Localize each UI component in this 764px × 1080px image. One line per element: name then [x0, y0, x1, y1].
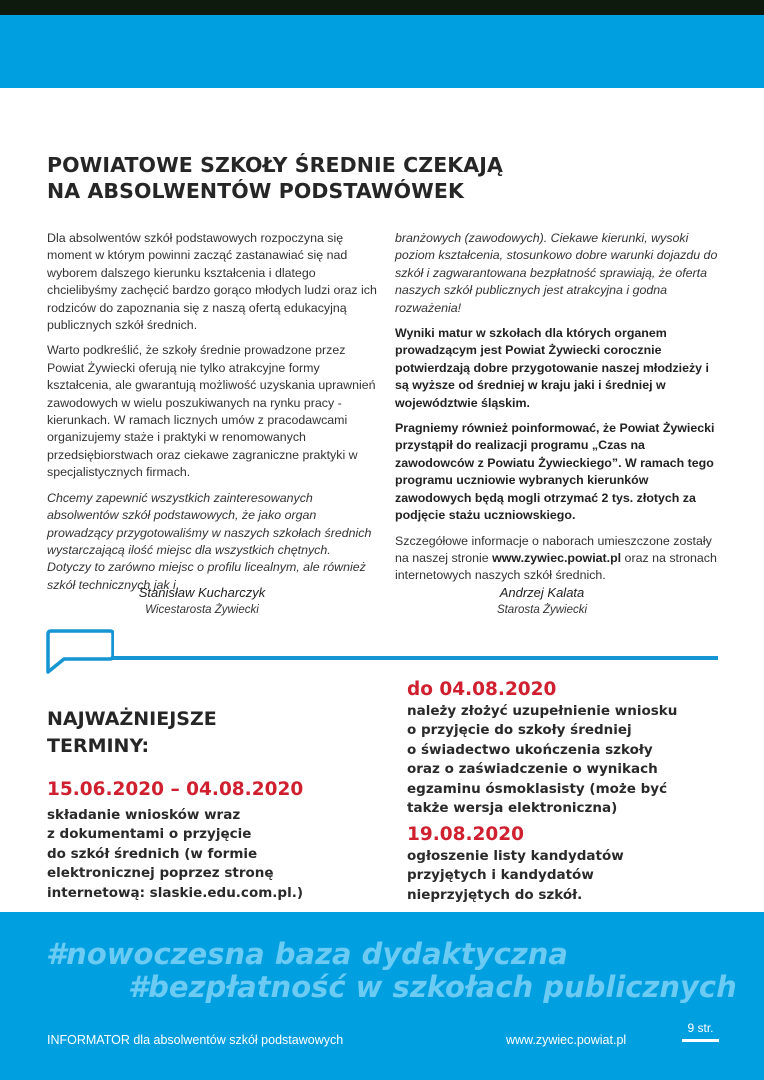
terms-heading: [47, 706, 217, 760]
details-text: Szczegółowe informacje o naborach umieszczone zostały na naszej stronie: [395, 533, 712, 565]
paragraph-italic: branżowych (zawodowych). Ciekawe kierunki, wysoki poziom kształcenia, stosunkowo dobre warunki dojazdu do szkół i zagwarantowana bezpłatność sprawiają, że oferta naszych szkół publicznych jest atrakcyjna i godna rozważenia!: [395, 231, 718, 315]
term-date: do 04.08.2020: [407, 679, 557, 700]
signature-name: Stanisław Kucharczyk: [138, 585, 266, 600]
paragraph-bold: Pragniemy również poinformować, że Powiat Żywiecki przystąpił do realizacji programu „Czas na zawodowców z Powiatu Żywieckiego”. W ramach tego programu uczniowie wybranych kierunków zawodowych będą mogli otrzymać 2 tys. złotych za podjęcie stażu uczniowskiego.: [395, 421, 715, 523]
term-line: o przyjęcie do szkoły średniej: [407, 722, 632, 739]
term-line: należy złożyć uzupełnienie wniosku: [407, 703, 678, 719]
footer-website-link[interactable]: www.zywiec.powiat.pl: [506, 1033, 627, 1047]
page-number: 9 str.: [687, 1021, 714, 1035]
article-right-column: [395, 230, 725, 593]
terms-heading-line-2: TERMINY:: [47, 735, 150, 757]
website-link[interactable]: www.zywiec.powiat.pl: [492, 550, 622, 565]
term-line: internetową: slaskie.edu.com.pl.): [47, 884, 303, 901]
paragraph: Dla absolwentów szkół podstawowych rozpoczyna się moment w którym powinni zacząć zastanawiać się nad wyborem dalszego kierunku kształcenia i dlatego chcielibyśmy zachęcić bardzo gorąco młodych ludzi oraz ich rodziców do zapoznania się z naszą ofertą edukacyjną publicznych szkół średnich.: [47, 231, 377, 333]
signature-vice-starost: [82, 584, 322, 619]
hashtag: #nowoczesna baza dydaktyczna: [46, 937, 568, 971]
term-line: oraz o zaświadczenie o wynikach: [407, 761, 658, 778]
term-description: [47, 806, 377, 903]
term-line: przyjętych i kandydatów: [407, 867, 594, 884]
paragraph-bold: Wyniki matur w szkołach dla których organem prowadzącym jest Powiat Żywiecki corocznie potwierdzają dobre przygotowanie naszej młodzieży i są wyższe od średniej w kraju jaki i średniej w województwie śląskim.: [395, 326, 709, 410]
term-item: [47, 778, 377, 903]
terms-heading-line-1: NAJWAŻNIEJSZE: [47, 708, 217, 730]
signature-name: Andrzej Kalata: [499, 585, 585, 600]
term-line: z dokumentami o przyjęcie: [47, 826, 252, 843]
details-text: oraz na stronach internetowych naszych szkół średnich.: [395, 550, 717, 583]
footer-band: [0, 912, 764, 1080]
hashtag: #bezpłatność w szkołach publicznych: [128, 970, 737, 1004]
article-left-column: [47, 230, 377, 602]
article-title: [47, 152, 647, 204]
term-description: [407, 702, 737, 818]
paragraph-italic: Chcemy zapewnić wszystkich zainteresowanych absolwentów szkół podstawowych, że jako organ prowadzący przygotowaliśmy w naszych szkołach średnich wystarczającą ilość miejsc dla wszystkich chętnych. Dotyczy to zarówno miejsc o profilu licealnym, ale również szkół technicznych jak i: [47, 490, 372, 592]
title-line-1: POWIATOWE SZKOŁY ŚREDNIE CZEKAJĄ: [47, 153, 503, 177]
page-number-underline: [682, 1039, 719, 1042]
divider-line: [112, 656, 718, 660]
top-dark-strip: [0, 0, 764, 15]
informator-label: INFORMATOR dla absolwentów szkół podstawowych: [47, 1033, 344, 1047]
term-line: także wersja elektroniczna): [407, 800, 618, 817]
paragraph-details: [395, 533, 725, 585]
title-line-2: NA ABSOLWENTÓW PODSTAWÓWEK: [47, 179, 464, 203]
top-blue-band: [0, 15, 764, 88]
term-description: [407, 847, 737, 905]
term-line: nieprzyjętych do szkół.: [407, 886, 583, 903]
term-line: elektronicznej poprzez stronę: [47, 865, 274, 882]
signature-role: Starosta Żywiecki: [496, 604, 588, 616]
signature-role: Wicestarosta Żywiecki: [145, 604, 259, 616]
paragraph: Warto podkreślić, że szkoły średnie prowadzone przez Powiat Żywiecki oferują nie tylko atrakcyjne formy kształcenia, ale gwarantują możliwość uzyskania uprawnień zawodowych w wielu poszukiwanych na rynku pracy - kierunkach. W ramach licznych umów z pracodawcami organizujemy staże i praktyki w renomowanych przedsiębiorstwach oraz ciekawe zagraniczne praktyki w specjalistycznych firmach.: [47, 343, 376, 480]
term-item: [407, 823, 737, 905]
signature-starost: [422, 584, 662, 619]
term-line: o świadectwo ukończenia szkoły: [407, 741, 653, 758]
term-item: [407, 678, 737, 818]
term-line: do szkół średnich (w formie: [47, 845, 258, 862]
term-line: składanie wniosków wraz: [47, 807, 241, 823]
term-date: 19.08.2020: [407, 824, 525, 845]
term-date: 15.06.2020 – 04.08.2020: [47, 779, 304, 800]
term-line: egzaminu ósmoklasisty (może być: [407, 780, 668, 797]
speech-bubble-icon: [44, 628, 114, 676]
term-line: ogłoszenie listy kandydatów: [407, 848, 624, 864]
